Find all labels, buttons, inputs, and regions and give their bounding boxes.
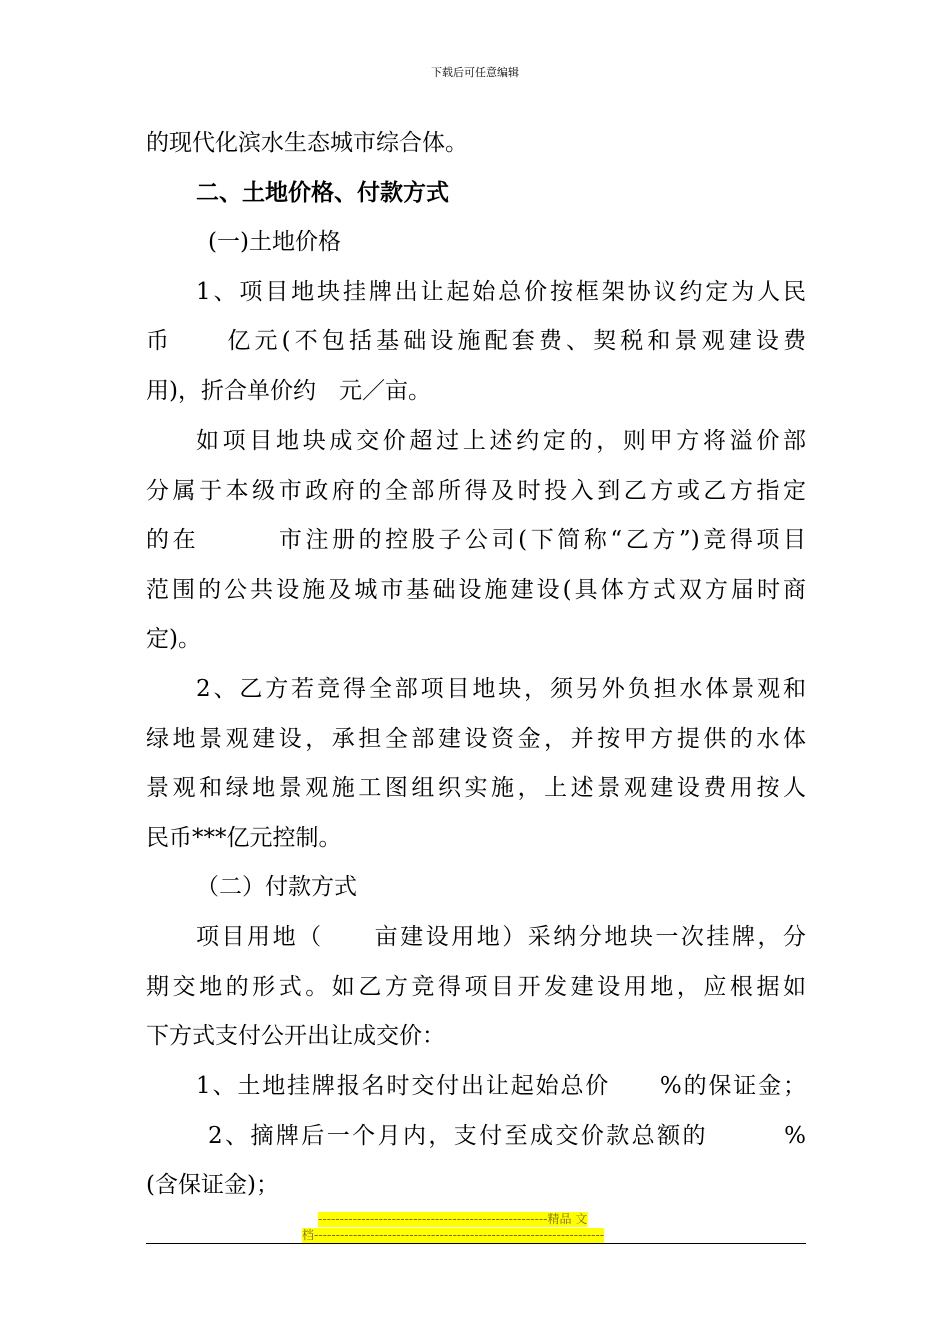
text-line: 定)。 bbox=[146, 626, 201, 652]
text-line: 项目用地（ 亩建设用地）采纳分地块一次挂牌，分 bbox=[196, 924, 806, 950]
text-line: 币 亿元(不包括基础设施配套费、契税和景观建设费 bbox=[146, 328, 806, 354]
text-line: 绿地景观建设，承担全部建设资金，并按甲方提供的水体 bbox=[146, 726, 806, 752]
text-line: 民币***亿元控制。 bbox=[146, 825, 342, 851]
text-line: 1、项目地块挂牌出让起始总价按框架协议约定为人民 bbox=[196, 279, 806, 305]
text-line: 分属于本级市政府的全部所得及时投入到乙方或乙方指定 bbox=[146, 478, 806, 504]
footer-rule bbox=[146, 1243, 806, 1244]
subsection-heading: （二）付款方式 bbox=[196, 874, 357, 900]
text-line: (含保证金)； bbox=[146, 1172, 279, 1198]
section-heading: 二、土地价格、付款方式 bbox=[196, 180, 449, 206]
footer-watermark-line1: -----------------------------------------------------精品 文 bbox=[318, 1212, 588, 1226]
text-line: 2、乙方若竞得全部项目地块，须另外负担水体景观和 bbox=[196, 676, 806, 702]
text-line: 景观和绿地景观施工图组织实施，上述景观建设费用按人 bbox=[146, 775, 806, 801]
text-line: 的在 市注册的控股子公司(下简称“乙方”)竞得项目 bbox=[146, 527, 806, 553]
text-line: 如项目地块成交价超过上述约定的，则甲方将溢价部 bbox=[196, 428, 806, 454]
text-line: 用)，折合单价约 元／亩。 bbox=[146, 378, 431, 404]
text-line: 2、摘牌后一个月内，支付至成交价款总额的 % bbox=[208, 1123, 806, 1149]
text-line: 1、土地挂牌报名时交付出让起始总价 %的保证金； bbox=[196, 1073, 806, 1099]
subsection-heading: (一)土地价格 bbox=[208, 229, 341, 255]
text-line: 下方式支付公开出让成交价： bbox=[146, 1023, 445, 1049]
text-line: 期交地的形式。如乙方竞得项目开发建设用地，应根据如 bbox=[146, 974, 806, 1000]
page-header: 下载后可任意编辑 bbox=[431, 66, 519, 79]
text-line: 的现代化滨水生态城市综合体。 bbox=[146, 130, 468, 156]
text-line: 范围的公共设施及城市基础设施建设(具体方式双方届时商 bbox=[146, 577, 806, 603]
footer-watermark-line2: 档------------------------------------------------------------------- bbox=[302, 1228, 605, 1242]
